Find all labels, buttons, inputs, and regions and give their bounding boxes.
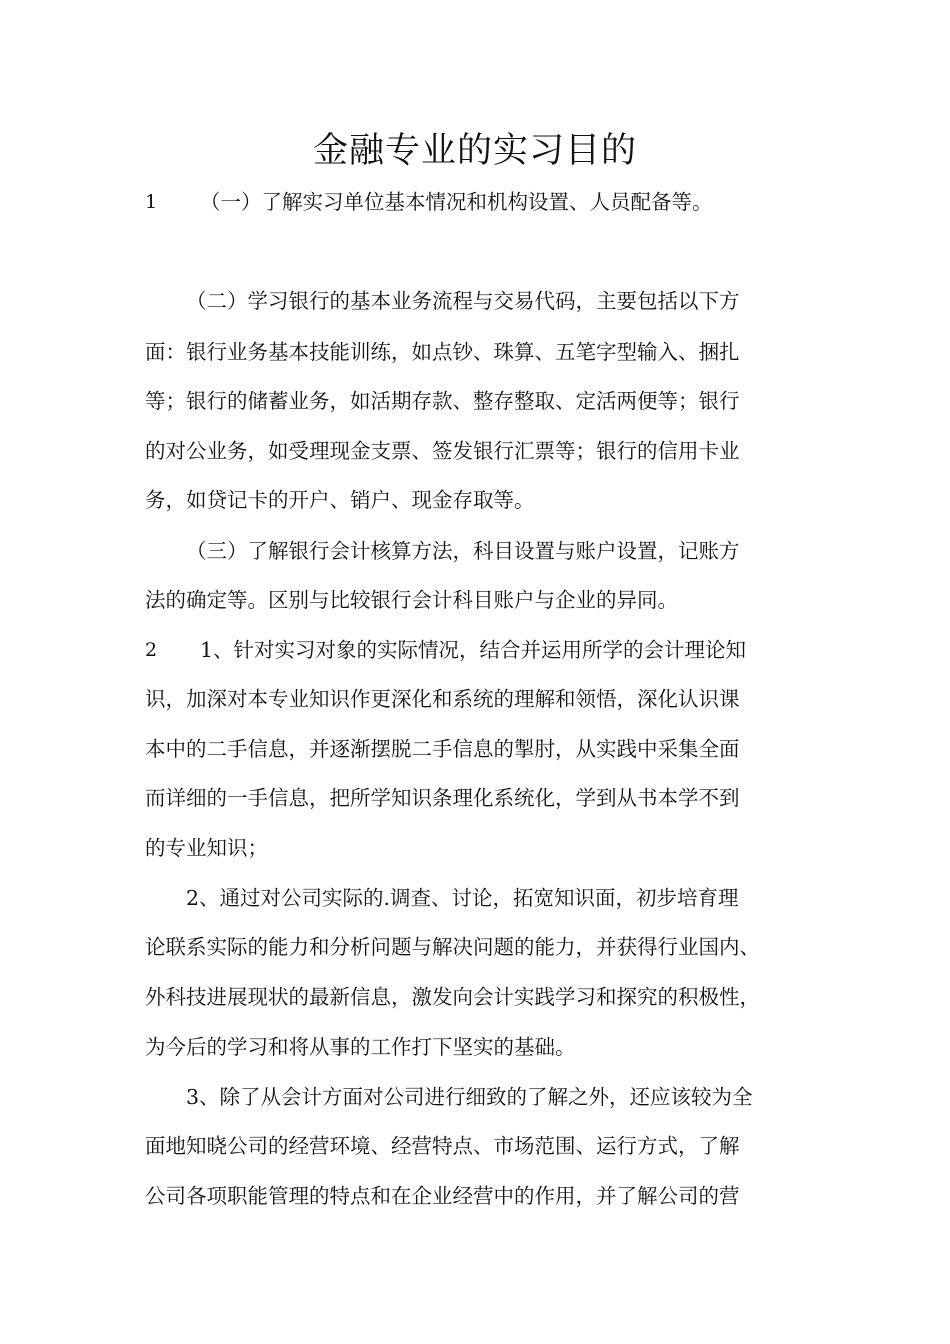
paragraph-line: 而详细的一手信息，把所学知识条理化系统化，学到从书本学不到: [145, 786, 740, 810]
paragraph-line: 的专业知识；: [145, 836, 268, 860]
paragraph-line: 外科技进展现状的最新信息，激发向会计实践学习和探究的积极性，: [145, 985, 760, 1009]
paragraph-line: （一）了解实习单位基本情况和机构设置、人员配备等。: [200, 190, 713, 214]
paragraph-line: 面：银行业务基本技能训练，如点钞、珠算、五笔字型输入、捆扎: [145, 340, 740, 364]
paragraph-line: 识，加深对本专业知识作更深化和系统的理解和领悟，深化认识课: [145, 687, 740, 711]
document-title: 金融专业的实习目的: [312, 131, 637, 171]
paragraph-line: 2、通过对公司实际的.调查、讨论，拓宽知识面，初步培育理: [186, 886, 739, 910]
paragraph-line: 等；银行的储蓄业务，如活期存款、整存整取、定活两便等；银行: [145, 389, 740, 413]
paragraph-line: 的对公业务，如受理现金支票、签发银行汇票等；银行的信用卡业: [145, 439, 740, 463]
paragraph-line: 务，如贷记卡的开户、销户、现金存取等。: [145, 488, 535, 512]
paragraph-line: 论联系实际的能力和分析问题与解决问题的能力，并获得行业国内、: [145, 935, 760, 959]
paragraph-line: 公司各项职能管理的特点和在企业经营中的作用，并了解公司的营: [145, 1184, 740, 1208]
paragraph-line: 3、除了从会计方面对公司进行细致的了解之外，还应该较为全: [186, 1085, 753, 1109]
section-number: 2: [145, 639, 158, 661]
paragraph-line: （三）了解银行会计核算方法，科目设置与账户设置，记账方: [186, 539, 740, 563]
section-number: 1: [145, 191, 158, 213]
paragraph-line: 面地知晓公司的经营环境、经营特点、市场范围、运行方式，了解: [145, 1134, 740, 1158]
paragraph-line: （二）学习银行的基本业务流程与交易代码，主要包括以下方: [186, 289, 740, 313]
paragraph-line: 本中的二手信息，并逐渐摆脱二手信息的掣肘，从实践中采集全面: [145, 737, 740, 761]
paragraph-line: 1、针对实习对象的实际情况，结合并运用所学的会计理论知: [200, 638, 747, 662]
paragraph-line: 为今后的学习和将从事的工作打下坚实的基础。: [145, 1035, 576, 1059]
paragraph-line: 法的确定等。区别与比较银行会计科目账户与企业的异同。: [145, 588, 678, 612]
